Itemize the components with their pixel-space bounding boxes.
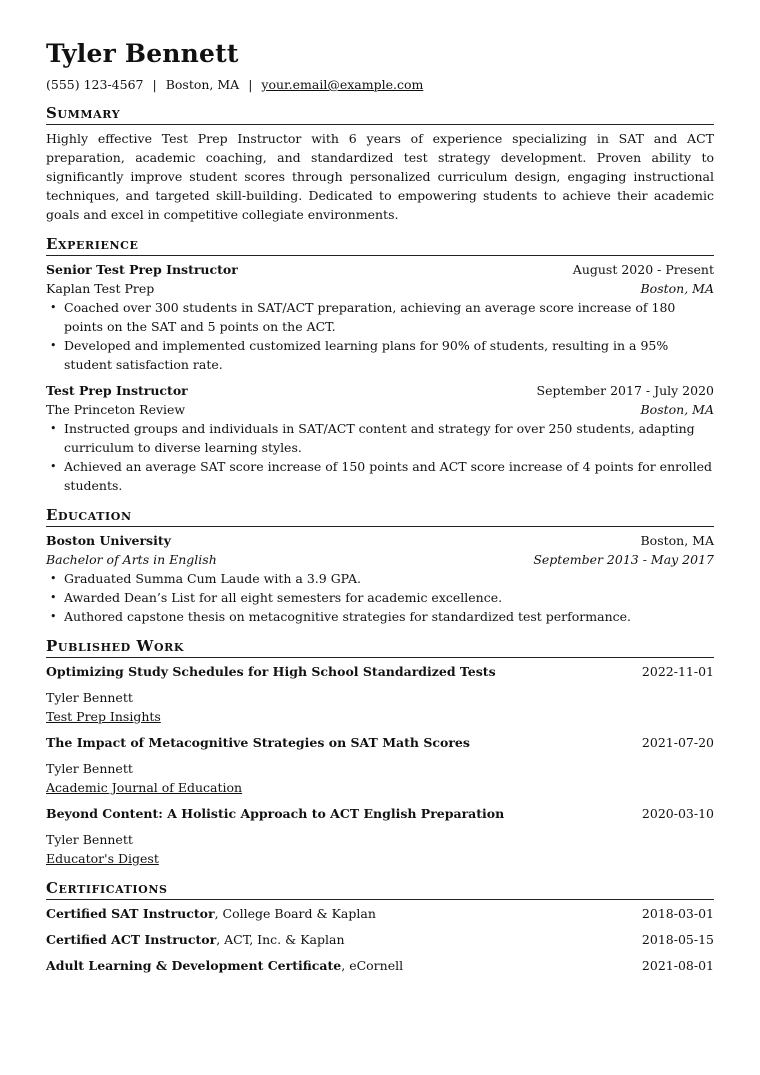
certification-date: 2018-03-01 xyxy=(641,906,714,921)
certification-date: 2021-08-01 xyxy=(641,958,714,973)
education-bullets xyxy=(46,569,714,626)
publication-title: Beyond Content: A Holistic Approach to ACT English Preparation xyxy=(46,806,505,821)
education-section xyxy=(46,506,714,626)
certification-issuer: , eCornell xyxy=(341,958,404,973)
certification-row xyxy=(46,956,714,975)
summary-heading: Summary xyxy=(46,104,714,125)
certification-issuer: , ACT, Inc. & Kaplan xyxy=(216,932,345,947)
job-location: Boston, MA xyxy=(640,402,714,417)
certification-date: 2018-05-15 xyxy=(641,932,714,947)
job-dates: August 2020 - Present xyxy=(572,262,714,277)
certification-name: Adult Learning & Development Certificate xyxy=(46,958,342,973)
job-entry xyxy=(46,381,714,495)
contact-phone: (555) 123-4567 xyxy=(46,77,144,92)
list-item: • Coached over 300 students in SAT/ACT preparation, achieving an average score increase of 180 points on the SAT and 5 points on the ACT. xyxy=(64,298,714,336)
education-dates: September 2013 - May 2017 xyxy=(533,552,714,567)
degree: Bachelor of Arts in English xyxy=(46,552,217,567)
job-location: Boston, MA xyxy=(640,281,714,296)
publication-venue-link[interactable]: Test Prep Insights xyxy=(46,709,161,724)
contact-email-link[interactable]: your.email@example.com xyxy=(261,77,424,92)
certification-name: Certified SAT Instructor xyxy=(46,906,215,921)
publication-title: The Impact of Metacognitive Strategies on SAT Math Scores xyxy=(46,735,470,750)
contact-location: Boston, MA xyxy=(165,77,240,92)
publication-author: Tyler Bennett xyxy=(46,690,133,705)
experience-section xyxy=(46,235,714,495)
publication-venue-link[interactable]: Academic Journal of Education xyxy=(46,780,243,795)
publication-author: Tyler Bennett xyxy=(46,761,133,776)
candidate-name: Tyler Bennett xyxy=(46,39,239,68)
contact-separator: | xyxy=(152,77,157,92)
job-role: Test Prep Instructor xyxy=(46,383,188,398)
list-item: • Instructed groups and individuals in SAT/ACT content and strategy for over 250 students, adapting curriculum to diverse learning styles. xyxy=(64,419,714,457)
job-role: Senior Test Prep Instructor xyxy=(46,262,238,277)
certifications-section xyxy=(46,879,714,975)
certification-row xyxy=(46,904,714,923)
publication-date: 2022-11-01 xyxy=(641,664,714,679)
contact-line xyxy=(46,76,714,93)
certifications-heading: Certifications xyxy=(46,879,714,900)
list-item: • Achieved an average SAT score increase of 150 points and ACT score increase of 4 points for enrolled students. xyxy=(64,457,714,495)
publication-entry xyxy=(46,662,714,726)
summary-text: Highly effective Test Prep Instructor with 6 years of experience specializing in SAT and ACT preparation, academic coaching, and standardized test strategy development. Proven ability to significantly improve student scores through personalized curriculum design, engaging instructional techniques, and targeted skill-building. Dedicated to empowering students to achieve their academic goals and excel in competitive collegiate environments. xyxy=(46,131,714,222)
job-entry xyxy=(46,260,714,374)
certification-name: Certified ACT Instructor xyxy=(46,932,217,947)
school-location: Boston, MA xyxy=(640,533,714,548)
publication-author: Tyler Bennett xyxy=(46,832,133,847)
publication-date: 2021-07-20 xyxy=(641,735,714,750)
job-dates: September 2017 - July 2020 xyxy=(536,383,714,398)
publication-title: Optimizing Study Schedules for High School Standardized Tests xyxy=(46,664,496,679)
list-item: • Awarded Dean’s List for all eight semesters for academic excellence. xyxy=(64,588,714,607)
job-company: Kaplan Test Prep xyxy=(46,281,155,296)
experience-heading: Experience xyxy=(46,235,714,256)
publication-entry xyxy=(46,733,714,797)
job-company: The Princeton Review xyxy=(46,402,186,417)
publication-venue-link[interactable]: Educator's Digest xyxy=(46,851,159,866)
contact-separator: | xyxy=(248,77,253,92)
summary-section xyxy=(46,104,714,224)
published-heading: Published Work xyxy=(46,637,714,658)
list-item: • Graduated Summa Cum Laude with a 3.9 GPA. xyxy=(64,569,714,588)
list-item: • Authored capstone thesis on metacognitive strategies for standardized test performance. xyxy=(64,607,714,626)
education-heading: Education xyxy=(46,506,714,527)
school-name: Boston University xyxy=(46,533,171,548)
certification-issuer: , College Board & Kaplan xyxy=(214,906,376,921)
resume-page xyxy=(46,0,714,975)
publication-entry xyxy=(46,804,714,868)
published-section xyxy=(46,637,714,868)
list-item: • Developed and implemented customized learning plans for 90% of students, resulting in a 95% student satisfaction rate. xyxy=(64,336,714,374)
publication-date: 2020-03-10 xyxy=(641,806,714,821)
job-bullets xyxy=(46,419,714,495)
job-bullets xyxy=(46,298,714,374)
certification-row xyxy=(46,930,714,949)
